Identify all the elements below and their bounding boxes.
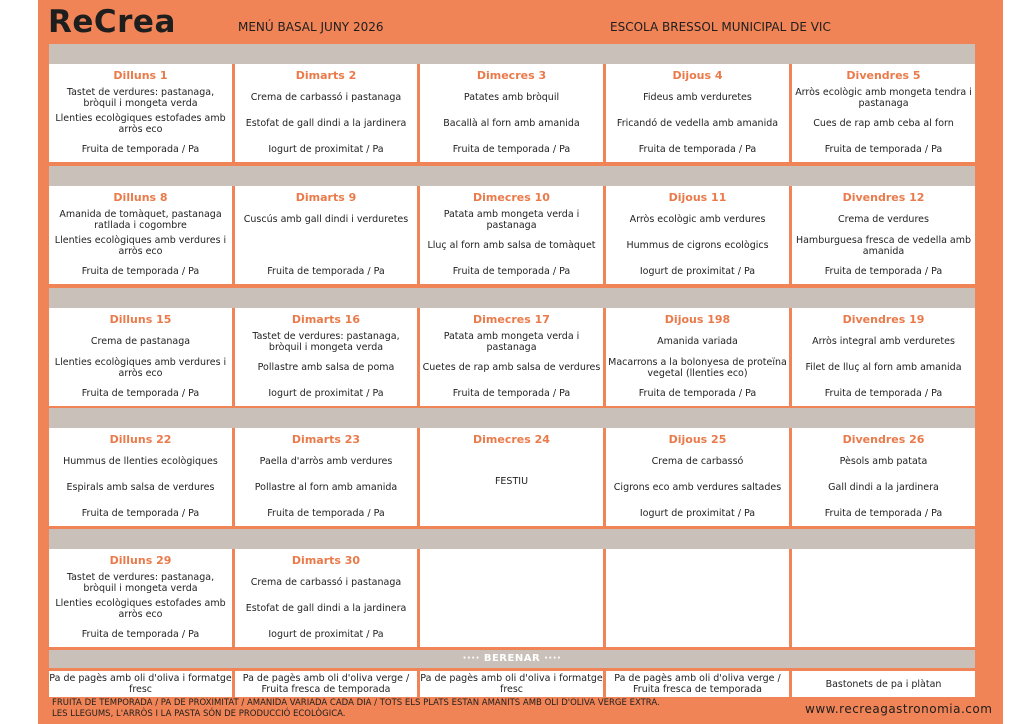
dessert: Fruita de temporada / Pa [81,629,200,641]
first-course: Amanida de tomàquet, pastanaga ratllada i cogombre [59,208,222,231]
second-course: Llenties ecològiques amb verdures i arròs eco [54,356,227,379]
day-cell [235,428,417,526]
second-course: Espirals amb salsa de verdures [66,482,215,494]
second-course: Llenties ecològiques estofades amb arròs eco [55,112,226,135]
dessert [608,625,787,645]
second-course [237,234,415,258]
day-name: Dimecres 24 [473,433,550,446]
first-course: Cuscús amb gall dindi i verduretes [243,214,409,226]
second-course: Llenties ecològiques amb verdures i arròs eco [54,234,227,257]
second-course: Llenties ecològiques estofades amb arròs eco [55,597,226,620]
day-cell [49,64,232,162]
dessert: Fruita de temporada / Pa [81,388,200,400]
footer-line: FRUITA DE TEMPORADA / PA DE PROXIMITAT / AMANIDA VARIADA CADA DIA / TOTS ELS PLATS ESTAN AMANITS AMB OLI D'OLIVA VERGE EXTRA. [52,698,660,708]
berenar-header: ···· BERENAR ···· [49,650,975,668]
day-cell [420,428,603,526]
dessert: Iogurt de proximitat / Pa [268,388,384,400]
day-cell [792,308,975,406]
day-cell [792,186,975,284]
first-course: Patata amb mongeta verda i pastanaga [443,208,580,231]
second-course: Cuetes de rap amb salsa de verdures [422,362,601,374]
week-separator [49,529,975,549]
second-course [794,597,973,621]
day-name: Dilluns 15 [109,313,172,326]
dessert: Fruita de temporada / Pa [638,144,757,156]
day-name: Dijous 198 [664,313,731,326]
recrea-logo: ReCrea [48,4,176,40]
day-name: Divendres 12 [842,191,925,204]
day-cell [420,549,603,647]
day-cell [792,64,975,162]
day-name: Dimarts 30 [291,554,361,567]
menu-title: MENÚ BASAL JUNY 2026 [238,20,384,34]
dessert: Fruita de temporada / Pa [452,266,571,278]
dessert: Fruita de temporada / Pa [452,388,571,400]
day-name: Dijous 4 [672,69,723,82]
first-course: Crema de verdures [838,214,929,226]
day-name: Dilluns 29 [109,554,172,567]
day-cell [792,428,975,526]
second-course: Estofat de gall dindi a la jardinera [245,603,407,615]
footer-line: LES LLEGUMS, L'ARRÒS I LA PASTA SÓN DE PRODUCCIÓ ECOLÒGICA. [52,709,346,719]
day-name: Dimarts 23 [291,433,361,446]
second-course: Fricandó de vedella amb amanida [616,118,779,130]
first-course: Tastet de verdures: pastanaga, bròquil i mongeta verda [66,571,215,594]
day-name: Dijous 11 [668,191,727,204]
first-course [608,569,787,597]
day-cell [49,308,232,406]
first-course: Crema de carbassó i pastanaga [250,577,402,589]
day-name: Dimarts 2 [295,69,357,82]
first-course: Amanida variada [657,336,738,348]
dessert: Iogurt de proximitat / Pa [639,508,756,520]
day-name: Dimecres 3 [476,69,547,82]
day-name: Dimecres 17 [473,313,550,326]
day-cell [49,549,232,647]
dessert: Fruita de temporada / Pa [824,388,943,400]
day-cell [606,308,789,406]
day-name: Divendres 26 [842,433,925,446]
first-course: Paella d'arròs amb verdures [259,456,393,468]
day-cell [235,549,417,647]
day-cell [606,64,789,162]
school-name: ESCOLA BRESSOL MUNICIPAL DE VIC [610,20,831,34]
day-cell [235,64,417,162]
holiday-label: FESTIU [494,476,529,488]
day-cell [420,186,603,284]
week-separator [49,44,975,64]
second-course: Hamburguesa fresca de vedella amb amanida [795,234,972,257]
dessert: Iogurt de proximitat / Pa [639,266,756,278]
dessert: Fruita de temporada / Pa [638,388,757,400]
second-course: Lluç al forn amb salsa de tomàquet [427,240,596,252]
website-url: www.recreagastronomia.com [805,702,993,716]
dessert: Fruita de temporada / Pa [81,508,200,520]
first-course: Arròs ecològic amb verdures [629,214,766,226]
day-name: Divendres 19 [842,313,925,326]
first-course: Arròs integral amb verduretes [812,336,955,348]
second-course: Pollastre al forn amb amanida [254,482,398,494]
dessert: Fruita de temporada / Pa [267,508,385,520]
day-cell [792,549,975,647]
second-course: Filet de lluç al forn amb amanida [805,362,962,374]
day-name: Dilluns 1 [113,69,168,82]
day-cell [49,186,232,284]
berenar-item: Pa de pagès amb oli d'oliva verge / Fruita fresca de temporada [235,671,417,697]
day-cell [420,308,603,406]
second-course: Macarrons a la bolonyesa de proteïna vegetal (llenties eco) [608,356,787,379]
day-cell [606,186,789,284]
second-course: Pollastre amb salsa de poma [257,362,395,374]
second-course [422,597,601,621]
week-separator [49,408,975,428]
first-course [794,569,973,597]
dessert: Fruita de temporada / Pa [267,266,385,278]
day-name: Dilluns 8 [113,191,168,204]
day-cell [606,549,789,647]
day-cell [606,428,789,526]
berenar-item: Pa de pagès amb oli d'oliva i formatge fresc [49,673,232,695]
dessert: Fruita de temporada / Pa [81,144,200,156]
berenar-item: Pa de pagès amb oli d'oliva verge / Fruita fresca de temporada [606,671,789,697]
day-name: Dimarts 9 [295,191,357,204]
second-course: Cues de rap amb ceba al forn [813,118,954,130]
day-name: Dimecres 10 [473,191,550,204]
first-course: Crema de carbassó [651,456,744,468]
dessert: Iogurt de proximitat / Pa [268,629,384,641]
first-course: Arròs ecològic amb mongeta tendra i pastanaga [795,86,972,109]
first-course: Tastet de verdures: pastanaga, bròquil i mongeta verda [252,330,400,353]
day-name: Dijous 25 [668,433,727,446]
first-course: Patata amb mongeta verda i pastanaga [443,330,580,353]
day-cell [420,64,603,162]
day-name: Dilluns 22 [109,433,172,446]
berenar-item: Pa de pagès amb oli d'oliva i formatge fresc [420,673,603,695]
dessert: Fruita de temporada / Pa [824,144,943,156]
day-name: Dimarts 16 [291,313,361,326]
dessert [422,625,601,645]
dessert: Iogurt de proximitat / Pa [268,144,384,156]
day-cell [235,308,417,406]
first-course: Crema de pastanaga [90,336,191,348]
second-course: Hummus de cigrons ecològics [626,240,769,252]
dessert: Fruita de temporada / Pa [452,144,571,156]
day-cell [49,428,232,526]
first-course: Pèsols amb patata [839,456,928,468]
first-course: Hummus de llenties ecològiques [63,456,218,468]
first-course: Patates amb bròquil [463,92,560,104]
dessert [794,625,973,645]
footer-note [52,698,660,720]
week-separator [49,166,975,186]
day-name: Divendres 5 [846,69,921,82]
week-separator [49,288,975,308]
second-course [608,597,787,621]
first-course [422,569,601,597]
dessert: Fruita de temporada / Pa [824,508,943,520]
second-course: Estofat de gall dindi a la jardinera [245,118,407,130]
berenar-item: Bastonets de pa i plàtan [792,671,975,697]
second-course: Bacallà al forn amb amanida [443,118,580,130]
dessert: Fruita de temporada / Pa [824,266,943,278]
second-course: Cigrons eco amb verdures saltades [613,482,782,494]
first-course: Crema de carbassó i pastanaga [250,92,402,104]
day-cell [235,186,417,284]
dessert: Fruita de temporada / Pa [81,266,200,278]
first-course: Tastet de verdures: pastanaga, bròquil i mongeta verda [66,86,215,109]
second-course: Gall dindi a la jardinera [828,482,939,494]
first-course: Fideus amb verduretes [643,92,752,104]
